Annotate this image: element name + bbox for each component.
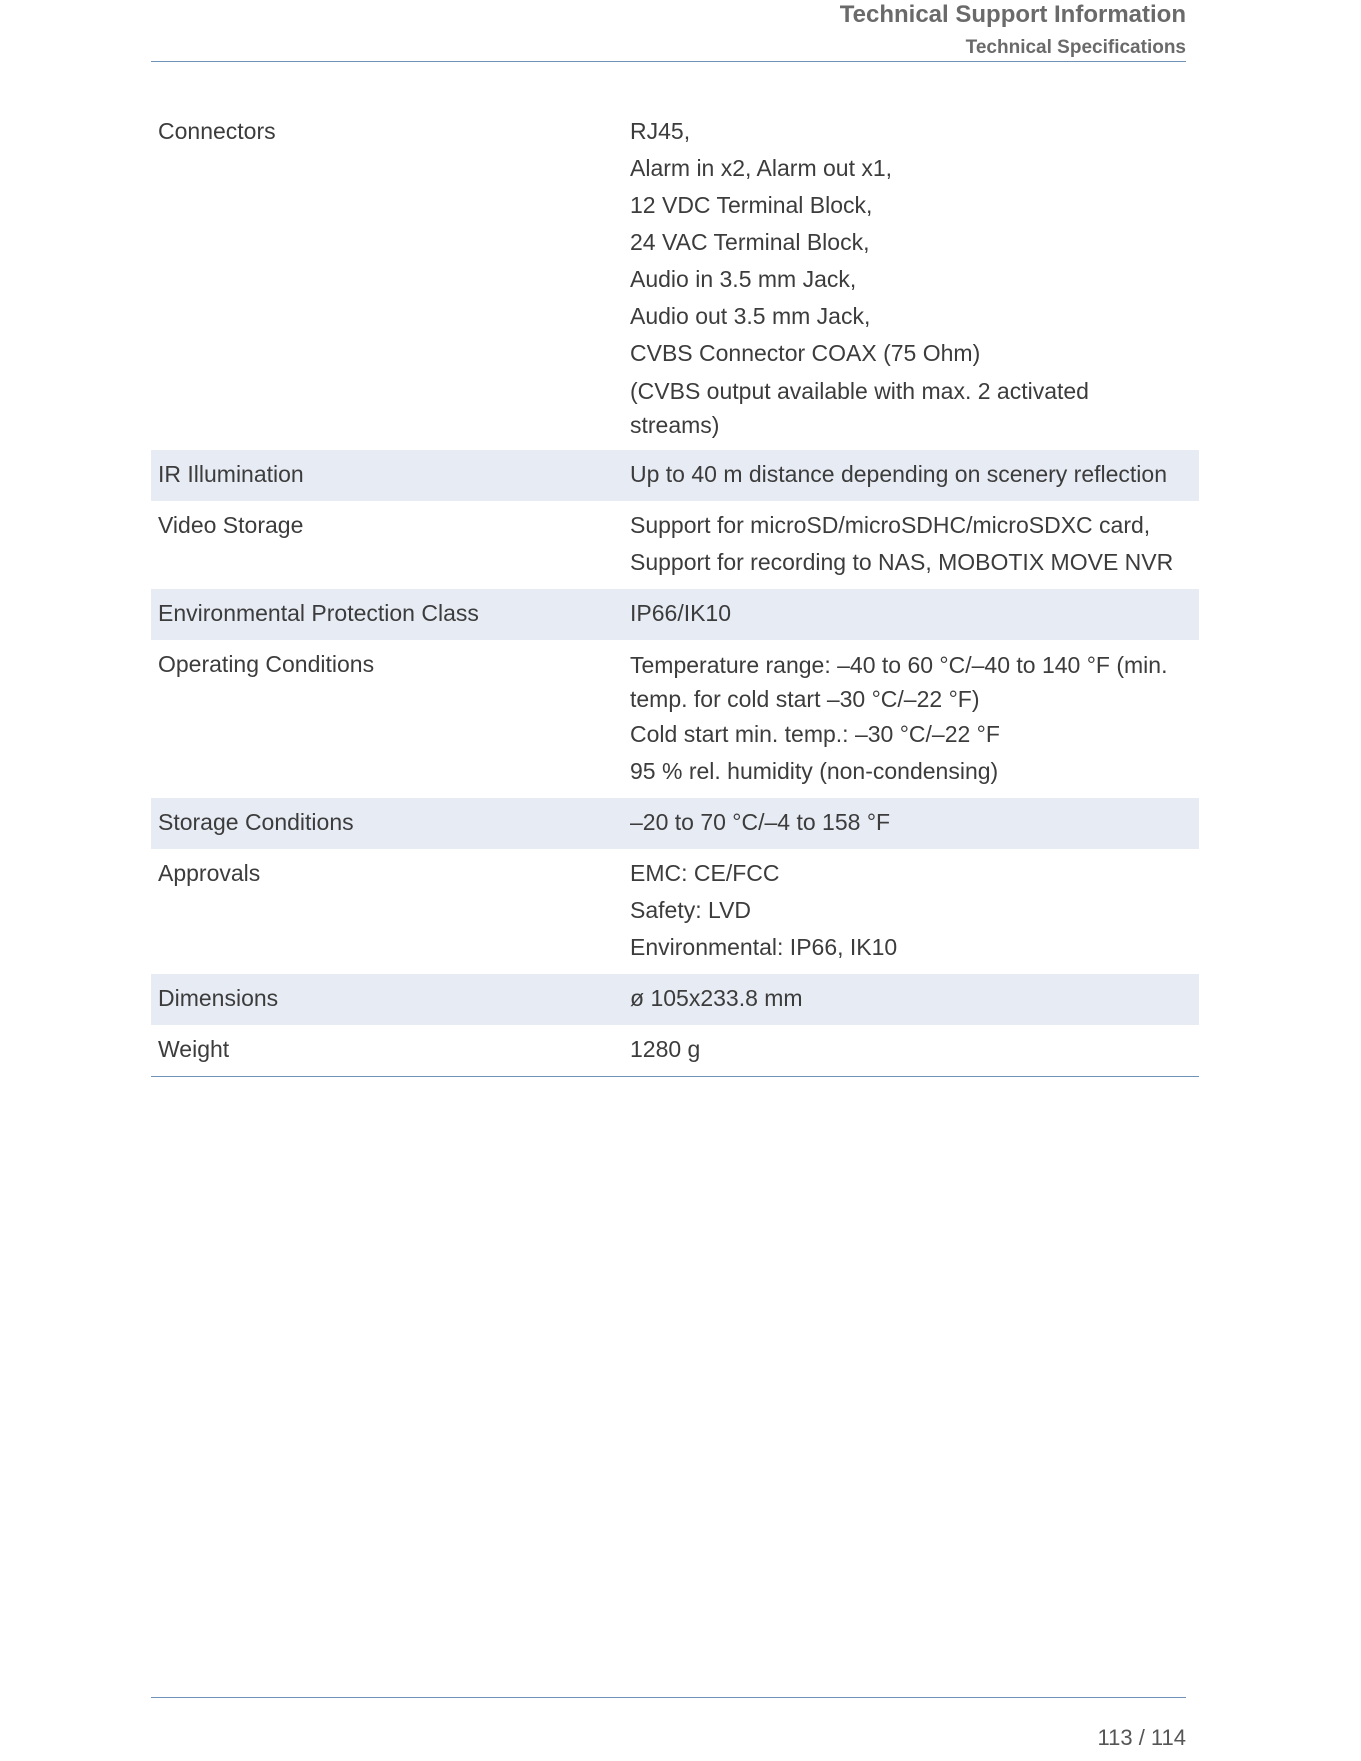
spec-value: ø 105x233.8 mm — [630, 985, 803, 1011]
spec-values — [630, 507, 1199, 581]
spec-label: IR Illumination — [158, 461, 304, 487]
spec-row — [151, 849, 1199, 974]
spec-values — [630, 113, 1199, 442]
spec-value: 1280 g — [630, 1036, 701, 1062]
spec-values — [630, 980, 1199, 1017]
spec-value: Support for microSD/microSDHC/microSDXC card, — [630, 512, 1151, 538]
spec-row — [151, 501, 1199, 589]
spec-label: Video Storage — [158, 512, 304, 538]
spec-value: –20 to 70 °C/–4 to 158 °F — [630, 809, 891, 835]
spec-values — [630, 646, 1199, 790]
spec-values — [630, 1031, 1199, 1068]
spec-row — [151, 798, 1199, 849]
spec-label: Environmental Protection Class — [158, 600, 479, 626]
spec-values — [630, 804, 1199, 841]
spec-value — [630, 646, 1191, 716]
spec-row — [151, 589, 1199, 640]
spec-label: Storage Conditions — [158, 809, 354, 835]
header-subtitle: Technical Specifications — [965, 37, 1186, 58]
spec-label: Dimensions — [158, 985, 279, 1011]
spec-value: IP66/IK10 — [630, 600, 732, 626]
spec-value: Alarm in x2, Alarm out x1, — [630, 155, 893, 181]
spec-value: CVBS Connector COAX (75 Ohm) — [630, 340, 981, 366]
spec-row — [151, 640, 1199, 798]
spec-values — [630, 456, 1199, 493]
spec-value-line: Temperature range: –40 to 60 °C/–40 to 140 °F (min. — [630, 652, 1168, 678]
footer-divider — [151, 1697, 1186, 1698]
spec-label: Approvals — [158, 860, 261, 886]
spec-value: EMC: CE/FCC — [630, 860, 780, 886]
spec-value: Support for recording to NAS, MOBOTIX MOVE NVR — [630, 549, 1174, 575]
spec-values — [630, 855, 1199, 966]
spec-row — [151, 974, 1199, 1025]
header-title: Technical Support Information — [839, 1, 1186, 28]
spec-value: Environmental: IP66, IK10 — [630, 934, 898, 960]
spec-value: 95 % rel. humidity (non-condensing) — [630, 758, 999, 784]
spec-values — [630, 595, 1199, 632]
spec-value-line: temp. for cold start –30 °C/–22 °F) — [630, 686, 980, 712]
spec-value-line: (CVBS output available with max. 2 activated — [630, 378, 1089, 404]
spec-value: Audio out 3.5 mm Jack, — [630, 303, 871, 329]
spec-value: 12 VDC Terminal Block, — [630, 192, 873, 218]
spec-row — [151, 1025, 1199, 1076]
spec-value: Up to 40 m distance depending on scenery reflection — [630, 461, 1167, 487]
page-number: 113 / 114 — [1097, 1725, 1186, 1750]
spec-value: 24 VAC Terminal Block, — [630, 229, 870, 255]
spec-value-line: streams) — [630, 412, 720, 438]
spec-value: Cold start min. temp.: –30 °C/–22 °F — [630, 721, 1000, 747]
spec-value: RJ45, — [630, 118, 691, 144]
spec-label: Operating Conditions — [158, 651, 375, 677]
spec-row — [151, 450, 1199, 501]
spec-value: Audio in 3.5 mm Jack, — [630, 266, 857, 292]
page-header — [151, 0, 1186, 62]
spec-value: Safety: LVD — [630, 897, 752, 923]
spec-label: Weight — [158, 1036, 230, 1062]
spec-value — [630, 372, 1191, 442]
spec-label: Connectors — [158, 118, 276, 144]
spec-row — [151, 107, 1199, 450]
specifications-table — [151, 107, 1199, 1077]
